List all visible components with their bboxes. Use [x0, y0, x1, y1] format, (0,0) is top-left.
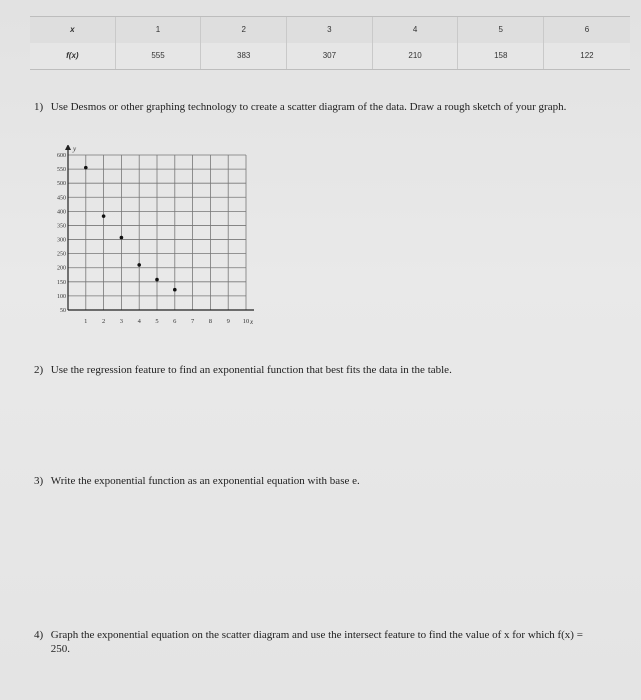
table-cell: 5	[458, 17, 544, 43]
y-tick-label: 100	[57, 293, 66, 300]
y-tick-label: 50	[60, 308, 66, 314]
x-tick-label: 7	[190, 318, 195, 325]
x-tick-label: 4	[137, 318, 141, 325]
question-1	[34, 100, 594, 114]
data-point	[137, 263, 141, 267]
x-tick-label: 9	[226, 318, 230, 325]
question-text: Use Desmos or other graphing technology to create a scatter diagram of the data. Draw a rough sketch of your graph.	[50, 101, 567, 113]
y-tick-label: 550	[57, 167, 66, 174]
question-number: 4)	[34, 629, 44, 641]
x-tick-label: 2	[101, 318, 106, 325]
table-row-fx	[30, 43, 630, 69]
data-table	[30, 16, 630, 70]
x-tick-label: 10	[242, 318, 250, 325]
data-point	[173, 288, 177, 292]
data-point	[120, 236, 124, 240]
table-cell: 6	[584, 25, 590, 34]
table-cell: 2	[201, 17, 287, 43]
question-number: 1)	[34, 101, 44, 113]
data-point	[155, 278, 159, 282]
y-axis-arrow-icon	[65, 145, 71, 150]
y-tick-label: 200	[57, 265, 66, 272]
data-point	[102, 214, 106, 218]
table-header-fx: f(x)	[30, 43, 116, 69]
x-tick-label: 8	[208, 318, 213, 325]
x-tick-label: 1	[84, 318, 88, 325]
table-cell: 3	[287, 17, 373, 43]
table-header-x: x	[30, 17, 116, 43]
question-text: Use the regression feature to find an exponential function that best fits the data in the table.	[50, 364, 452, 376]
table-cell: 122	[580, 51, 594, 60]
table-cell: 383	[201, 43, 287, 69]
x-tick-label: 5	[155, 318, 159, 325]
y-tick-label: 400	[57, 209, 66, 216]
question-text: Write the exponential function as an exponential equation with base e.	[50, 475, 360, 487]
y-tick-label: 250	[57, 251, 66, 258]
y-axis-label: y	[73, 145, 77, 153]
y-tick-label: 500	[57, 181, 66, 188]
y-tick-label: 450	[57, 195, 66, 202]
table-row-x	[30, 17, 630, 44]
table-cell: 307	[287, 43, 373, 69]
x-axis-label: x	[250, 318, 254, 326]
question-2	[34, 363, 594, 377]
x-tick-label: 3	[119, 318, 124, 325]
y-tick-label: 150	[57, 279, 66, 286]
data-point	[84, 166, 88, 170]
scatter-graph	[36, 145, 266, 350]
table-cell: 4	[373, 17, 459, 43]
question-4	[34, 628, 594, 656]
table-cell: 1	[116, 17, 202, 43]
question-number: 3)	[34, 475, 44, 487]
y-tick-label: 350	[57, 223, 66, 230]
question-3	[34, 474, 594, 488]
question-text: Graph the exponential equation on the scatter diagram and use the intersect feature to find the value of x for which f(x) = 250.	[50, 629, 583, 655]
question-number: 2)	[34, 364, 44, 376]
y-tick-label: 600	[57, 153, 66, 159]
table-cell: 158	[458, 43, 544, 69]
table-cell: 555	[116, 43, 202, 69]
y-tick-label: 300	[57, 237, 66, 244]
table-cell: 210	[373, 43, 459, 69]
x-tick-label: 6	[173, 318, 177, 325]
